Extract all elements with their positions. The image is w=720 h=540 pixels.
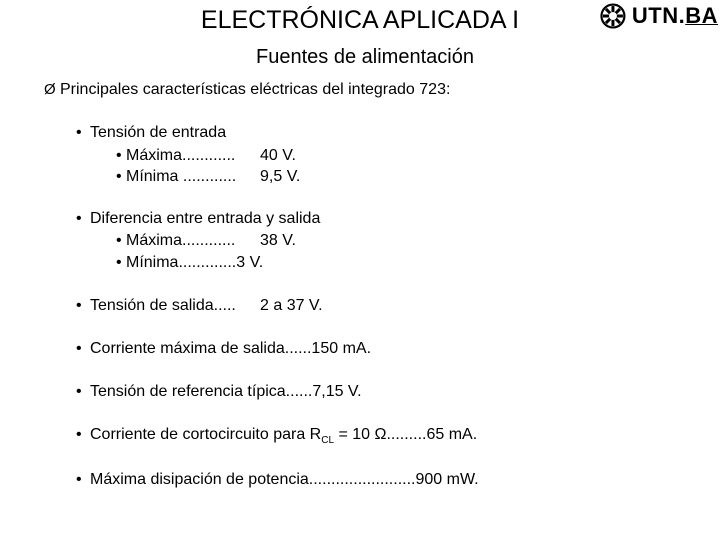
bullet-icon: • — [116, 168, 122, 185]
sub-item-value: 9,5 V. — [260, 168, 301, 185]
utn-gear-logo-icon — [600, 3, 626, 29]
sub-item-minima — [116, 168, 236, 186]
section-heading — [44, 81, 450, 99]
sub-item-label: Máxima............ — [126, 147, 236, 164]
bullet-icon: • — [76, 297, 82, 314]
bullet-icon: • — [116, 232, 122, 249]
item-label-prefix: Corriente de cortocircuito para R — [90, 426, 322, 443]
bullet-icon: • — [76, 471, 82, 488]
list-item-corriente-maxima — [76, 340, 371, 358]
bullet-icon: • — [116, 147, 122, 164]
list-item-disipacion — [76, 471, 479, 489]
list-item-corriente-cortocircuito — [76, 426, 477, 446]
slide-title: ELECTRÓNICA APLICADA I — [200, 6, 520, 34]
logo-ba-text: BA — [685, 3, 718, 28]
item-label: Diferencia entre entrada y salida — [90, 210, 321, 227]
bullet-icon: • — [76, 340, 82, 357]
sub-item-maxima — [116, 232, 235, 250]
bullet-icon: • — [76, 210, 82, 227]
sub-item-label: Mínima ............ — [126, 168, 237, 185]
utn-ba-logo — [600, 2, 718, 30]
list-item-tension-salida — [76, 297, 236, 315]
item-label: Tensión de referencia típica......7,15 V. — [90, 383, 362, 400]
sub-item-label: Mínima.............3 V. — [126, 254, 264, 271]
subscript-cl: CL — [321, 435, 335, 447]
item-label: Máxima disipación de potencia........................900 mW. — [90, 471, 479, 488]
list-item-tension-entrada — [76, 124, 226, 142]
sub-item-maxima — [116, 147, 235, 165]
item-label-suffix: = 10 Ω.........65 mA. — [334, 426, 478, 443]
logo-text — [632, 3, 718, 29]
list-item-tension-referencia — [76, 383, 362, 401]
arrow-bullet-icon: Ø — [44, 81, 56, 98]
bullet-icon: • — [76, 426, 82, 443]
item-label: Tensión de salida..... — [90, 297, 236, 314]
heading-text: Principales características eléctricas del integrado 723: — [60, 81, 451, 98]
logo-utn-text: UTN. — [631, 3, 686, 28]
sub-item-minima — [116, 254, 263, 272]
item-label: Tensión de entrada — [90, 124, 227, 141]
sub-item-value: 40 V. — [260, 147, 296, 164]
item-value: 2 a 37 V. — [260, 297, 323, 314]
slide-subtitle: Fuentes de alimentación — [256, 46, 474, 68]
item-label: Corriente máxima de salida......150 mA. — [90, 340, 372, 357]
bullet-icon: • — [76, 124, 82, 141]
sub-item-value: 38 V. — [260, 232, 296, 249]
list-item-diferencia — [76, 210, 320, 228]
bullet-icon: • — [116, 254, 122, 271]
bullet-icon: • — [76, 383, 82, 400]
sub-item-label: Máxima............ — [126, 232, 236, 249]
